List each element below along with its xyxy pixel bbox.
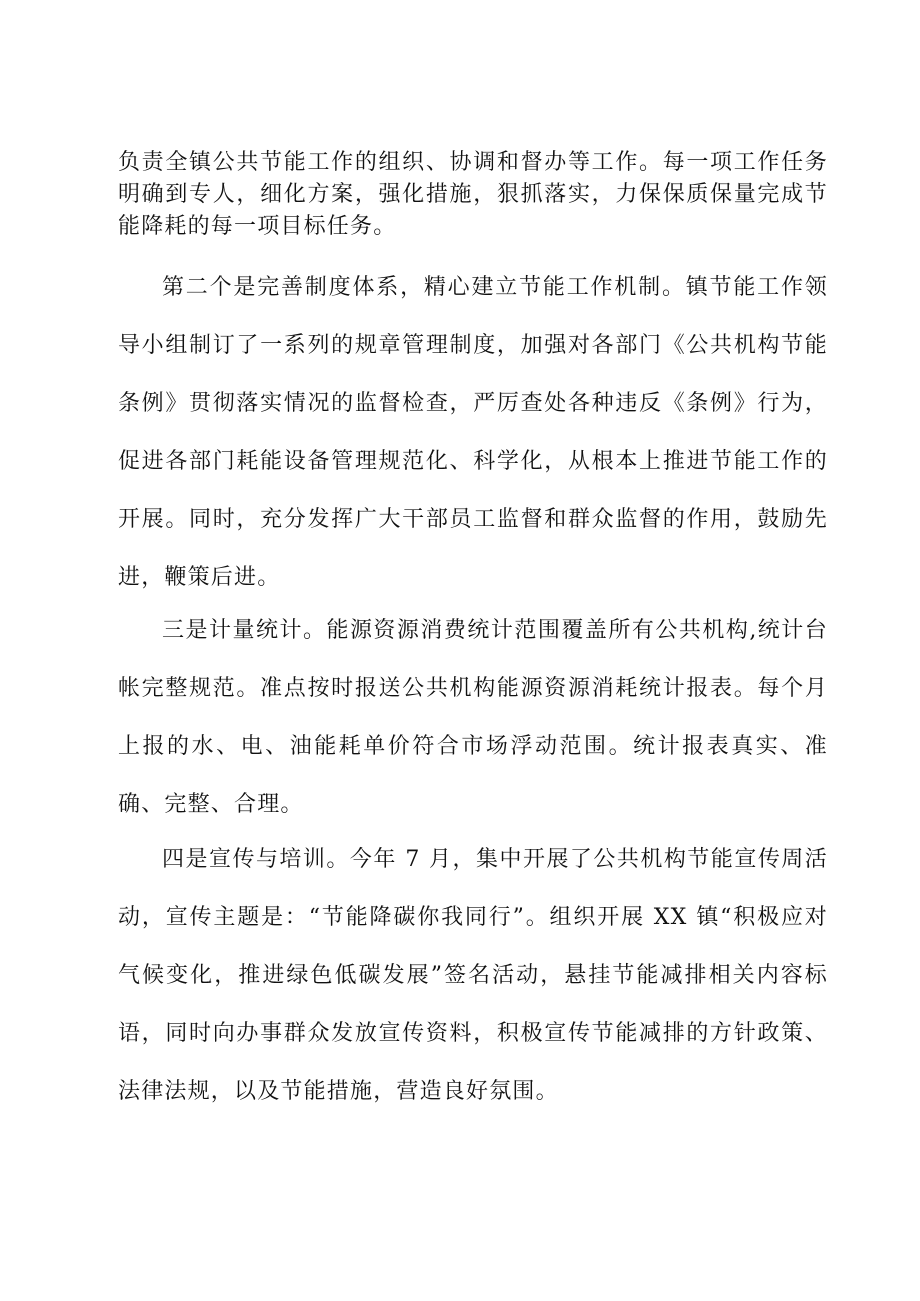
paragraph-2: 第二个是完善制度体系，精心建立节能工作机制。镇节能工作领导小组制订了一系列的规章管理制度，加强对各部门《公共机构节能条例》贯彻落实情况的监督检查，严厉查处各种违反《条例》行为，促进各部门耗能设备管理规范化、科学化，从根本上推进节能工作的开展。同时，充分发挥广大干部员工监督和群众监督的作用，鼓励先进，鞭策后进。 [118, 275, 828, 590]
paragraph-4: 四是宣传与培训。今年 7 月，集中开展了公共机构节能宣传周活动，宣传主题是：“节能降碳你我同行”。组织开展 XX 镇“积极应对气候变化，推进绿色低碳发展”签名活动，悬挂节能减排相关内容标语，同时向办事群众发放宣传资料，积极宣传节能减排的方针政策、法律法规，以及节能措施，营造良好氛围。 [118, 847, 828, 1104]
paragraph-1: 负责全镇公共节能工作的组织、协调和督办等工作。每一项工作任务明确到专人，细化方案，强化措施，狠抓落实，力保保质保量完成节能降耗的每一项目标任务。 [118, 150, 828, 239]
paragraph-3: 三是计量统计。能源资源消费统计范围覆盖所有公共机构,统计台帐完整规范。准点按时报送公共机构能源资源消耗统计报表。每个月上报的水、电、油能耗单价符合市场浮动范围。统计报表真实、准确、完整、合理。 [118, 618, 828, 817]
